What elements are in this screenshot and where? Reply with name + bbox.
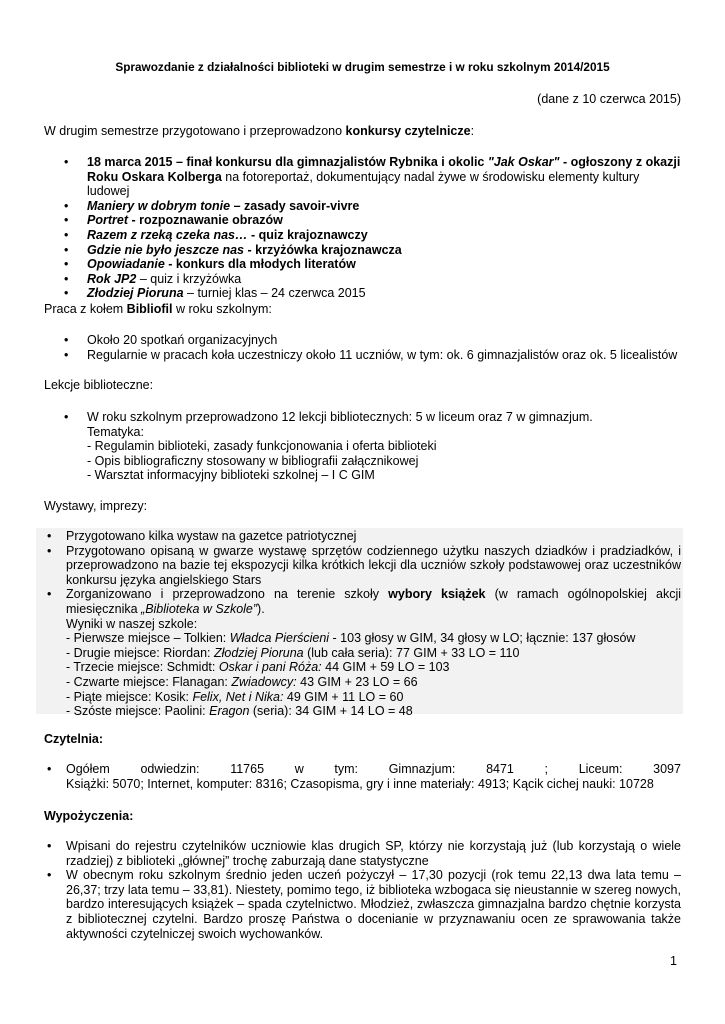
list-item: • Razem z rzeką czeka nas… - quiz krajoznawczy xyxy=(44,228,681,243)
club-paragraph: Praca z kołem Bibliofil w roku szkolnym: xyxy=(44,302,272,316)
reading-room-heading: Czytelnia: xyxy=(44,732,104,746)
list-item: • 18 marca 2015 – finał konkursu dla gimnazjalistów Rybnika i okolic "Jak Oskar" - ogłoszony z okazji Roku Oskara Kolberga na fotoreportaż, dokumentujący nadal żywe w środowisku elementy kultury ludowej xyxy=(44,155,681,199)
date-note: (dane z 10 czerwca 2015) xyxy=(537,92,681,106)
list-item: • Opowiadanie - konkurs dla młodych literatów xyxy=(44,257,681,272)
list-item: • Wpisani do rejestru czytelników uczniowie klas drugich SP, którzy nie korzystają już (lub korzystają o wiele rzadziej) z biblioteki „głównej” trochę zaburzają dane statystyczne xyxy=(44,839,681,868)
reading-room-list xyxy=(44,762,681,791)
list-item: • Portret - rozpoznawanie obrazów xyxy=(44,213,681,228)
list-item: • Złodziej Pioruna – turniej klas – 24 czerwca 2015 xyxy=(44,286,681,301)
list-item: • W roku szkolnym przeprowadzono 12 lekcji bibliotecznych: 5 w liceum oraz 7 w gimnazjum. Tematyka: - Regulamin biblioteki, zasady funkcjonowania i oferta biblioteki - Opis bibliograficzny stosowany w bibliografii załącznikowej - Warsztat informacyjny biblioteki szkolnej – I C GIM xyxy=(44,410,681,483)
reading-room-totals-line: • Ogółem odwiedzin: 11765 w tym: Gimnazjum: 8471 ; Liceum: 3097 xyxy=(66,762,681,776)
club-list xyxy=(44,333,681,362)
list-item: • Przygotowano kilka wystaw na gazetce patriotycznej xyxy=(44,529,681,544)
lessons-heading: Lekcje biblioteczne: xyxy=(44,378,154,392)
list-item: • Regularnie w pracach koła uczestniczy około 11 uczniów, w tym: ok. 6 gimnazjalistów oraz ok. 5 licealistów xyxy=(44,348,681,363)
lessons-list xyxy=(44,410,681,483)
loans-heading: Wypożyczenia: xyxy=(44,809,134,823)
list-item: • W obecnym roku szkolnym średnio jeden uczeń pożyczył – 17,30 pozycji (rok temu 22,13 dwa lata temu – 26,37; trzy lata temu – 33,81). Niestety, pomimo tego, iż biblioteka wzbogaca się nieustannie w szereg nowych, bardzo interesujących książek – spada czytelnictwo. Młodzież, zwłaszcza gimnazjalna bardzo chętnie korzysta z bibliotecznej czytelni. Bardzo proszę Państwa o docenianie w przyznawaniu ocen ze sprawowania także aktywności czytelniczej swoich wychowanków. xyxy=(44,868,681,941)
list-item: • Przygotowano opisaną w gwarze wystawę sprzętów codziennego użytku naszych dziadków i pradziadków, i przeprowadzono na bazie tej ekspozycji kilka krótkich lekcji dla uczniów szkoły podstawowej oraz uczestników konkursu języka angielskiego Stars xyxy=(44,544,681,588)
list-item: • Około 20 spotkań organizacyjnych xyxy=(44,333,681,348)
intro-paragraph: W drugim semestrze przygotowano i przeprowadzono konkursy czytelnicze: xyxy=(44,124,475,138)
list-item: • Rok JP2 – quiz i krzyżówka xyxy=(44,272,681,287)
page-title: Sprawozdanie z działalności biblioteki w drugim semestrze i w roku szkolnym 2014/2015 xyxy=(115,60,610,74)
loans-list xyxy=(44,839,681,941)
list-item: • Ogółem odwiedzin: 11765 w tym: Gimnazjum: 8471 ; Liceum: 3097 Książki: 5070; Internet, komputer: 8316; Czasopisma, gry i inne materiały: 4913; Kącik cichej nauki: 10728 xyxy=(44,762,681,791)
list-item: • Maniery w dobrym tonie – zasady savoir-vivre xyxy=(44,199,681,214)
list-item: • Gdzie nie było jeszcze nas - krzyżówka krajoznawcza xyxy=(44,243,681,258)
contests-list xyxy=(44,155,681,301)
exhibitions-heading: Wystawy, imprezy: xyxy=(44,499,148,513)
exhibitions-list xyxy=(44,529,681,719)
list-item: • Zorganizowano i przeprowadzono na terenie szkoły wybory książek (w ramach ogólnopolskiej akcji miesięcznika „Biblioteka w Szkole”). Wyniki w naszej szkole: - Pierwsze miejsce – Tolkien: Władca Pierścieni - 103 głosy w GIM, 34 głosy w LO; łącznie: 137 głosów - Drugie miejsce: Riordan: Złodziej Pioruna (lub cała seria): 77 GIM + 33 LO = 110 - Trzecie miejsce: Schmidt: Oskar i pani Róża: 44 GIM + 59 LO = 103 - Czwarte miejsce: Flanagan: Zwiadowcy: 43 GIM + 23 LO = 66 - Piąte miejsce: Kosik: Felix, Net i Nika: 49 GIM + 11 LO = 60 - Szóste miejsce: Paolini: Eragon (seria): 34 GIM + 14 LO = 48 xyxy=(44,587,681,718)
page-number: 1 xyxy=(670,954,677,968)
